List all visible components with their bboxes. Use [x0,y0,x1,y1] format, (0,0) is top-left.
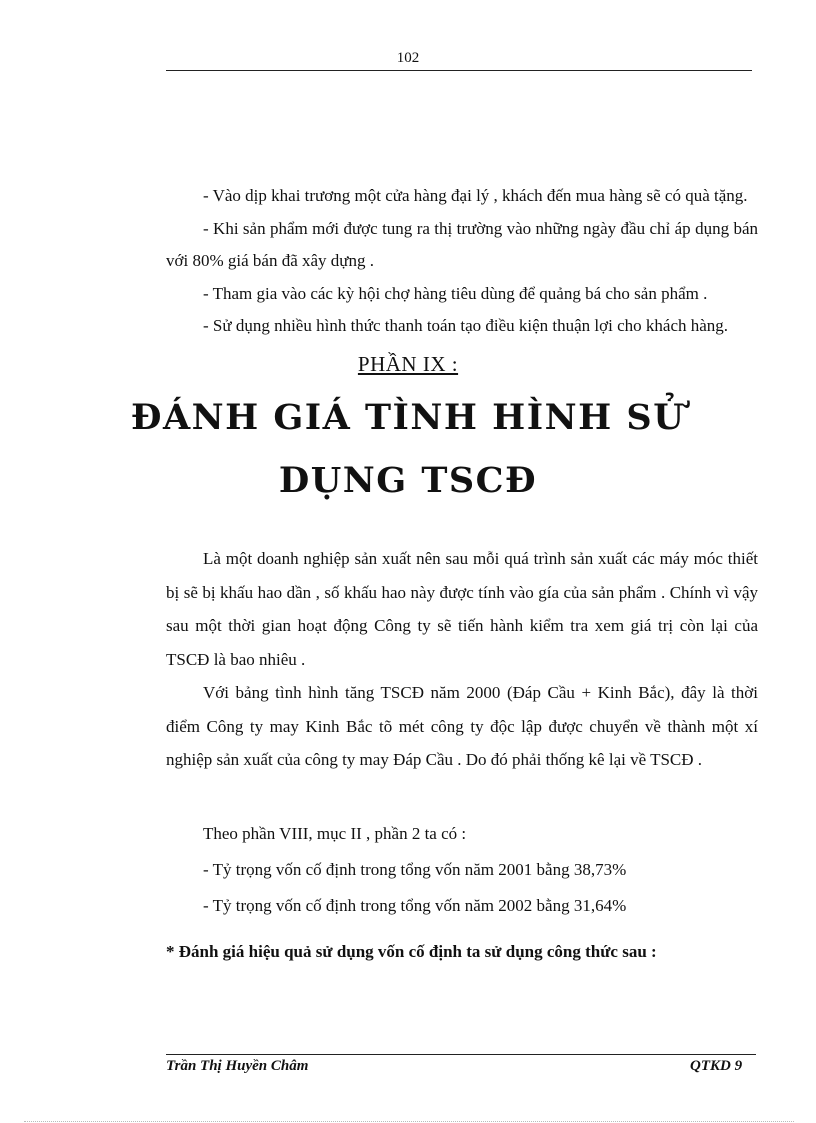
paragraph: Theo phần VIII, mục II , phần 2 ta có : [203,824,467,843]
paragraph: Là một doanh nghiệp sản xuất nên sau mỗi quá trình sản xuất các máy móc thiết bị sẽ bị khấu hao dần , số khấu hao này được tính vào gía của sản phẩm . Chính vì vậy sau một thời gian hoạt động Công ty sẽ tiến hành kiểm tra xem giá trị còn lại của TSCĐ là bao nhiêu . [166,549,758,669]
chapter-title-line-2: DỤNG TSCĐ [278,460,538,501]
promotion-list [166,180,758,343]
intro-paragraphs [166,542,758,777]
header-rule [166,70,752,71]
paragraph: - Vào dịp khai trương một cửa hàng đại lý , khách đến mua hàng sẽ có quà tặng. [203,186,748,205]
page-number: 102 [396,50,420,66]
part-heading: PHẦN IX : [357,352,459,376]
paragraph: - Tham gia vào các kỳ hội chợ hàng tiêu dùng để quảng bá cho sản phẩm . [203,283,708,303]
paragraph: Với bảng tình hình tăng TSCĐ năm 2000 (Đáp Cầu + Kinh Bắc), đây là thời điểm Công ty may Kinh Bắc tõ mét công ty độc lập được chuyển về thành một xí nghiệp sản xuất của công ty may Đáp Cầu . Do đó phải thống kê lại về TSCĐ . [166,683,758,769]
page-edge-dotted-line [24,1121,794,1122]
paragraph: - Tỷ trọng vốn cố định trong tổng vốn năm 2002 bằng 31,64% [203,896,627,915]
footer-rule [166,1054,756,1055]
paragraph: - Sử dụng nhiều hình thức thanh toán tạo điều kiện thuận lợi cho khách hàng. [203,316,729,335]
formula-intro: * Đánh giá hiệu quả sử dụng vốn cố định ta sử dụng công thức sau : [166,942,657,961]
paragraph: - Khi sản phẩm mới được tung ra thị trường vào những ngày đầu chỉ áp dụng bán với 80% giá bán đã xây dựng . [166,218,758,270]
footer-class: QTKD 9 [690,1058,743,1074]
ratio-paragraphs [166,816,758,924]
footer-author: Trần Thị Huyền Châm [166,1058,309,1074]
chapter-title-line-1: ĐÁNH GIÁ TÌNH HÌNH SỬ [130,397,686,438]
paragraph: - Tỷ trọng vốn cố định trong tổng vốn năm 2001 bằng 38,73% [203,860,627,879]
